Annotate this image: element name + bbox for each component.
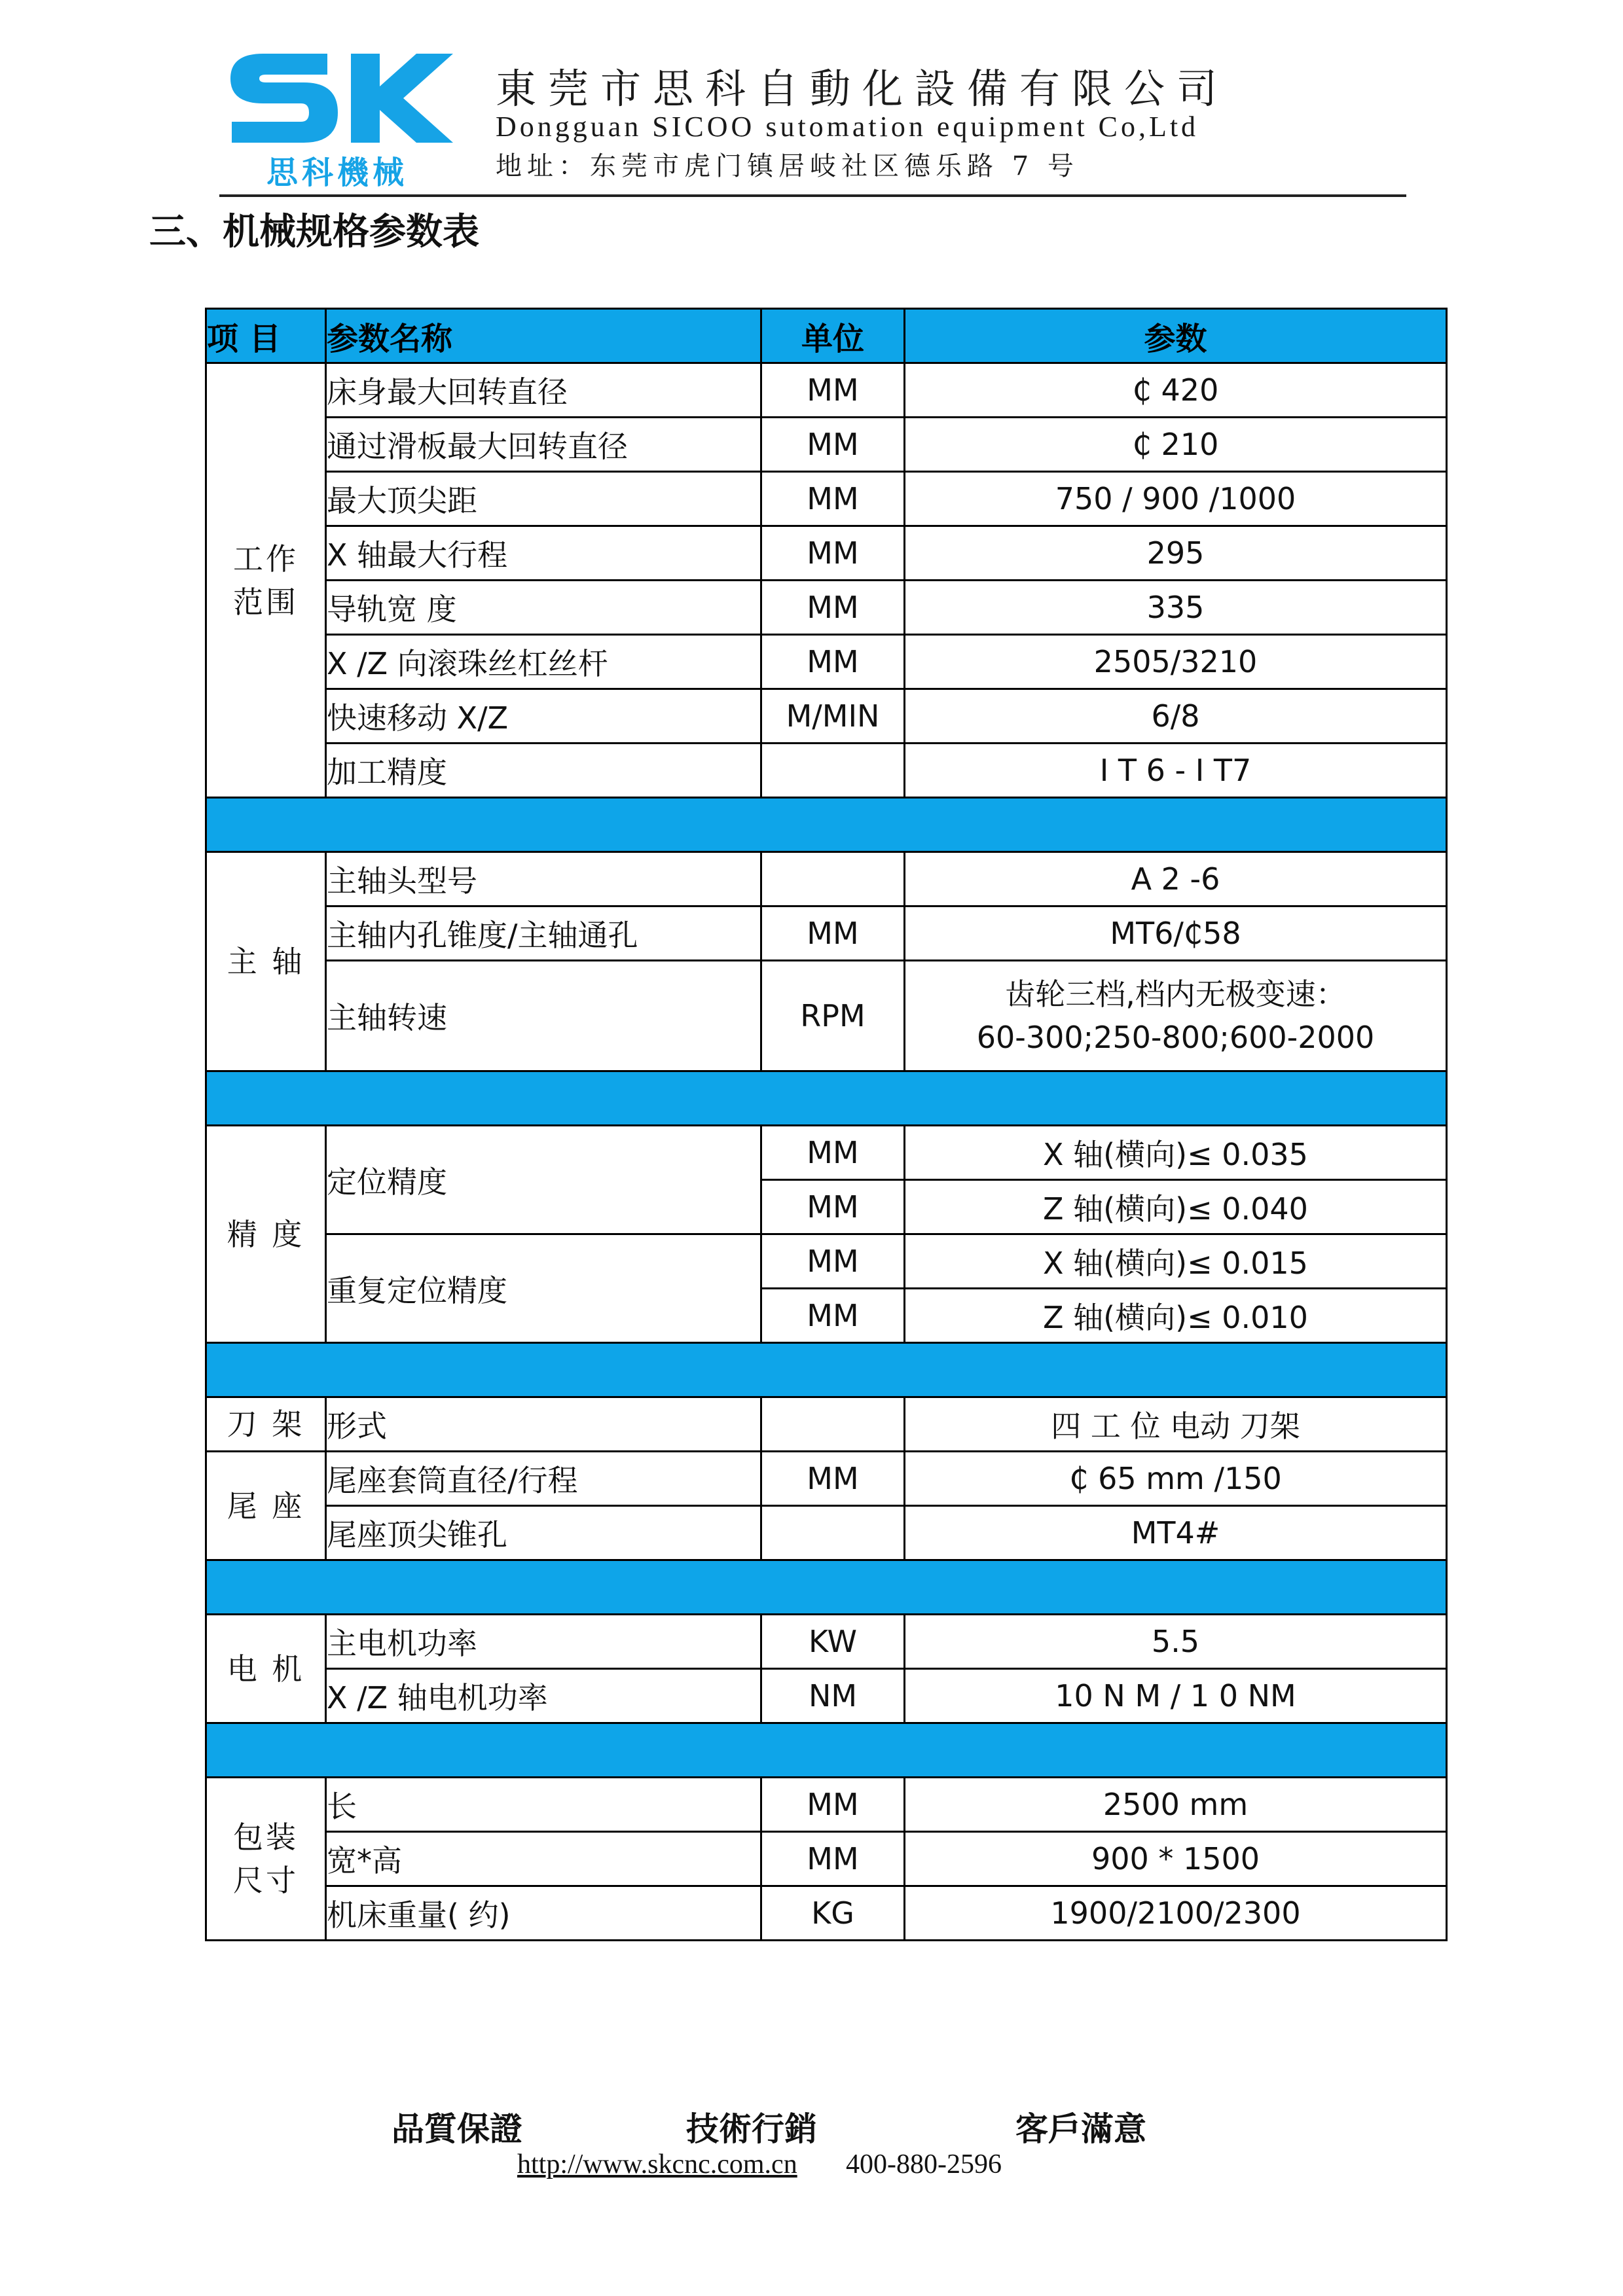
table-row — [206, 1506, 1447, 1560]
param-name: 最大顶尖距 — [326, 472, 761, 526]
param-value: ₵ 210 — [905, 418, 1447, 472]
table-row — [206, 581, 1447, 635]
param-unit: MM — [761, 472, 905, 526]
section-title: 三、机械规格参数表 — [149, 211, 479, 253]
header-value: 参数 — [905, 309, 1447, 363]
param-unit — [761, 1397, 905, 1452]
param-name: X /Z 轴电机功率 — [326, 1669, 761, 1723]
speed-line-1: 齿轮三档,档内无极变速： — [1005, 977, 1346, 1012]
slogan-satisfaction: 客戶滿意 — [1015, 2110, 1146, 2148]
param-unit: M/MIN — [761, 689, 905, 744]
param-value: I T 6 - I T7 — [905, 744, 1447, 798]
group-spindle: 主 轴 — [206, 852, 326, 1071]
param-name: 形式 — [326, 1397, 761, 1452]
param-value: 750 / 900 /1000 — [905, 472, 1447, 526]
group-tailstock: 尾 座 — [206, 1452, 326, 1560]
param-unit — [761, 1506, 905, 1560]
table-row — [206, 1126, 1447, 1180]
param-value: 10 N M / 1 0 NM — [905, 1669, 1447, 1723]
param-value: 900 * 1500 — [905, 1832, 1447, 1886]
phone-number: 400-880-2596 — [846, 2149, 1002, 2179]
table-row — [206, 472, 1447, 526]
table-row — [206, 852, 1447, 906]
table-row — [206, 635, 1447, 689]
param-value: 6/8 — [905, 689, 1447, 744]
param-name: X 轴最大行程 — [326, 526, 761, 581]
separator-band — [206, 1723, 1447, 1778]
separator-row — [206, 1343, 1447, 1397]
table-row — [206, 1778, 1447, 1832]
company-name-cn: 東莞市思科自動化設備有限公司 — [496, 65, 1230, 113]
param-unit: MM — [761, 1126, 905, 1180]
header-item: 项 目 — [206, 309, 326, 363]
company-name-en: Dongguan SICOO sutomation equipment Co,Ltd — [496, 111, 1199, 143]
param-name: 主电机功率 — [326, 1615, 761, 1669]
param-unit: MM — [761, 635, 905, 689]
param-name: 快速移动 X/Z — [326, 689, 761, 744]
logo-letter-s — [230, 54, 338, 143]
logo-letter-k — [351, 54, 453, 143]
param-value: 5.5 — [905, 1615, 1447, 1669]
param-unit: MM — [761, 1180, 905, 1234]
param-unit: NM — [761, 1669, 905, 1723]
param-value: 295 — [905, 526, 1447, 581]
param-name: X /Z 向滚珠丝杠丝杆 — [326, 635, 761, 689]
group-tool-post: 刀 架 — [206, 1397, 326, 1452]
param-unit — [761, 852, 905, 906]
table-row — [206, 689, 1447, 744]
param-unit: RPM — [761, 961, 905, 1071]
param-unit: MM — [761, 1778, 905, 1832]
table-row — [206, 744, 1447, 798]
param-unit: KG — [761, 1886, 905, 1941]
param-unit: MM — [761, 581, 905, 635]
group-precision: 精 度 — [206, 1126, 326, 1343]
separator-row — [206, 798, 1447, 852]
param-value: A 2 -6 — [905, 852, 1447, 906]
table-row — [206, 526, 1447, 581]
param-value: 1900/2100/2300 — [905, 1886, 1447, 1941]
slogan-quality: 品質保證 — [392, 2110, 522, 2148]
param-value: 2500 mm — [905, 1778, 1447, 1832]
param-unit — [761, 744, 905, 798]
speed-line-2: 60-300;250-800;600-2000 — [976, 1020, 1375, 1055]
param-value: MT4# — [905, 1506, 1447, 1560]
separator-band — [206, 1560, 1447, 1615]
spec-table — [205, 308, 1448, 1941]
table-row — [206, 1615, 1447, 1669]
param-name: 尾座套筒直径/行程 — [326, 1452, 761, 1506]
param-unit: MM — [761, 1234, 905, 1289]
group-package: 包装 尺寸 — [206, 1778, 326, 1941]
table-row — [206, 961, 1447, 1071]
param-value: ₵ 65 mm /150 — [905, 1452, 1447, 1506]
param-name: 主轴内孔锥度/主轴通孔 — [326, 906, 761, 961]
footer-slogans — [0, 2103, 1623, 2155]
param-value: 2505/3210 — [905, 635, 1447, 689]
header-name: 参数名称 — [326, 309, 761, 363]
table-header-row — [206, 309, 1447, 363]
table-row — [206, 1452, 1447, 1506]
website-link[interactable]: http://www.skcnc.com.cn — [517, 2149, 797, 2179]
table-row — [206, 1234, 1447, 1289]
param-name: 重复定位精度 — [326, 1234, 761, 1343]
company-logo — [223, 46, 458, 196]
param-name: 长 — [326, 1778, 761, 1832]
param-value: X 轴(横向)≤ 0.035 — [905, 1126, 1447, 1180]
param-unit: MM — [761, 418, 905, 472]
param-name: 床身最大回转直径 — [326, 363, 761, 418]
param-unit: MM — [761, 1289, 905, 1343]
param-value: 335 — [905, 581, 1447, 635]
table-row — [206, 1832, 1447, 1886]
header-unit: 单位 — [761, 309, 905, 363]
param-unit: MM — [761, 526, 905, 581]
param-name: 主轴头型号 — [326, 852, 761, 906]
param-name: 加工精度 — [326, 744, 761, 798]
param-value: 四 工 位 电动 刀架 — [905, 1397, 1447, 1452]
param-name: 机床重量( 约) — [326, 1886, 761, 1941]
separator-row — [206, 1071, 1447, 1126]
param-name: 宽*高 — [326, 1832, 761, 1886]
slogan-marketing: 技術行銷 — [686, 2110, 817, 2148]
table-row — [206, 418, 1447, 472]
table-row — [206, 1886, 1447, 1941]
group-motor: 电 机 — [206, 1615, 326, 1723]
param-name: 主轴转速 — [326, 961, 761, 1071]
table-row — [206, 1669, 1447, 1723]
company-address: 地址：东莞市虎门镇居岐社区德乐路 7 号 — [496, 151, 1079, 181]
table-row — [206, 1397, 1447, 1452]
footer-contact — [0, 2149, 1623, 2188]
param-name: 定位精度 — [326, 1126, 761, 1234]
param-value: X 轴(横向)≤ 0.015 — [905, 1234, 1447, 1289]
separator-row — [206, 1560, 1447, 1615]
table-row — [206, 906, 1447, 961]
separator-band — [206, 1071, 1447, 1126]
param-unit: KW — [761, 1615, 905, 1669]
group-work-range: 工作 范围 — [206, 363, 326, 798]
param-name: 通过滑板最大回转直径 — [326, 418, 761, 472]
param-unit: MM — [761, 1832, 905, 1886]
param-unit: MM — [761, 906, 905, 961]
param-value: Z 轴(横向)≤ 0.040 — [905, 1180, 1447, 1234]
param-name: 尾座顶尖锥孔 — [326, 1506, 761, 1560]
param-name: 导轨宽 度 — [326, 581, 761, 635]
param-unit: MM — [761, 1452, 905, 1506]
param-value: MT6/₵58 — [905, 906, 1447, 961]
separator-row — [206, 1723, 1447, 1778]
param-unit: MM — [761, 363, 905, 418]
param-value: Z 轴(横向)≤ 0.010 — [905, 1289, 1447, 1343]
table-row — [206, 363, 1447, 418]
separator-band — [206, 1343, 1447, 1397]
header-divider — [219, 194, 1406, 197]
param-value: ₵ 420 — [905, 363, 1447, 418]
separator-band — [206, 798, 1447, 852]
param-value — [905, 961, 1447, 1071]
logo-tagline: 思科機械 — [266, 154, 409, 191]
